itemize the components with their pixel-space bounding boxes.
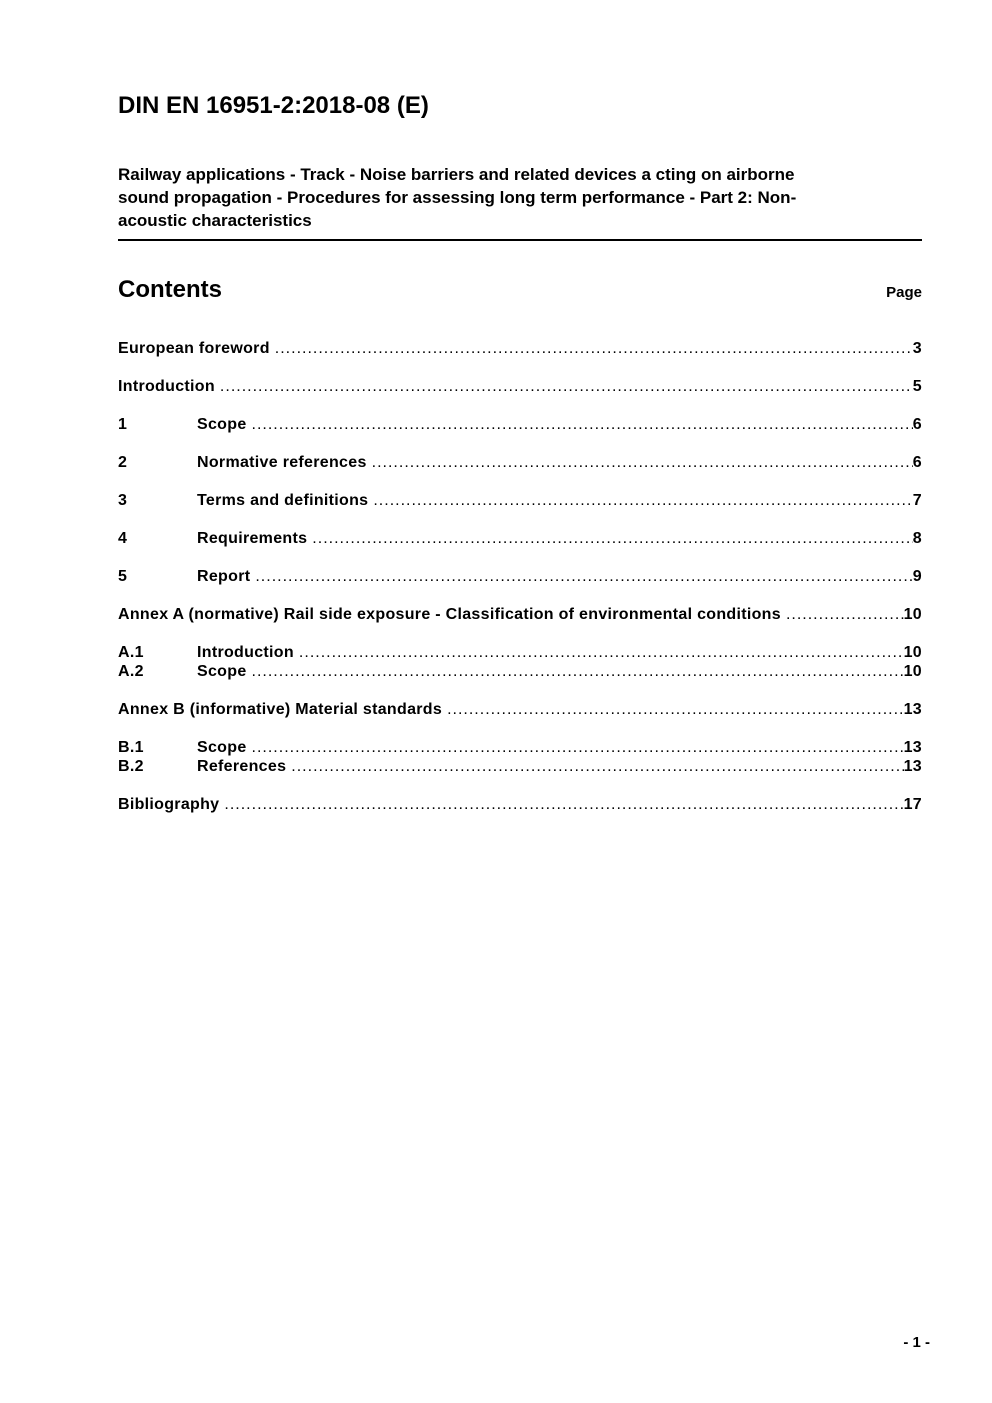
toc-entry-title: Scope — [197, 416, 247, 433]
toc-entry-page: 13 — [903, 739, 922, 756]
leader-dots — [447, 701, 904, 719]
toc-entry-title: Bibliography — [118, 796, 220, 813]
leader-dots — [312, 530, 913, 548]
leader-dots — [372, 454, 913, 472]
leader-dots — [224, 796, 903, 814]
toc-entry-page: 5 — [912, 378, 922, 395]
toc-entry-title: Annex B (informative) Material standards — [118, 701, 443, 718]
toc-entry-title: Scope — [197, 739, 247, 756]
contents-heading: Contents — [118, 276, 222, 303]
leader-dots — [252, 739, 904, 757]
toc-entry-page: 6 — [912, 454, 922, 471]
leader-dots — [299, 644, 904, 662]
toc-entry-title: Introduction — [197, 644, 294, 661]
subtitle-line-3: acoustic characteristics — [118, 211, 312, 230]
toc-entry — [118, 644, 922, 662]
toc-list — [118, 340, 922, 814]
toc-entry — [118, 340, 922, 358]
toc-entry-title: Normative references — [197, 454, 367, 471]
toc-entry — [118, 758, 922, 776]
leader-dots — [373, 492, 912, 510]
toc-entry-number: 2 — [118, 454, 128, 471]
subtitle-line-2: sound propagation - Procedures for assessing long term performance - Part 2: Non- — [118, 188, 797, 207]
toc-entry — [118, 663, 922, 681]
toc-entry-title: Annex A (normative) Rail side exposure - Classification of environmental conditions — [118, 606, 781, 623]
toc-entry-title: Terms and definitions — [197, 492, 369, 509]
toc-entry — [118, 416, 922, 434]
toc-entry-title: Report — [197, 568, 251, 585]
leader-dots — [291, 758, 903, 776]
leader-dots — [252, 663, 904, 681]
toc-entry-page: 7 — [912, 492, 922, 509]
toc-entry-page: 6 — [912, 416, 922, 433]
toc-entry — [118, 739, 922, 757]
toc-entry-title: References — [197, 758, 287, 775]
toc-entry-page: 8 — [912, 530, 922, 547]
toc-entry-title: European foreword — [118, 340, 270, 357]
toc-entry-title: Requirements — [197, 530, 308, 547]
toc-entry-page: 9 — [912, 568, 922, 585]
toc-entry-page: 17 — [903, 796, 922, 813]
toc-entry-page: 10 — [903, 644, 922, 661]
document-subtitle — [118, 163, 922, 241]
toc-entry-page: 3 — [912, 340, 922, 357]
toc-entry-number: 3 — [118, 492, 128, 509]
toc-entry-number: B.1 — [118, 739, 144, 756]
toc-entry — [118, 606, 922, 624]
toc-entry-number: A.1 — [118, 644, 144, 661]
toc-entry-page: 10 — [903, 606, 922, 623]
toc-entry — [118, 701, 922, 719]
subtitle-line-1: Railway applications - Track - Noise barriers and related devices a cting on airborne — [118, 165, 795, 184]
contents-header — [118, 277, 922, 303]
toc-entry — [118, 796, 922, 814]
toc-entry-number: B.2 — [118, 758, 144, 775]
toc-entry-title: Introduction — [118, 378, 215, 395]
toc-entry — [118, 492, 922, 510]
leader-dots — [220, 378, 913, 396]
toc-entry — [118, 378, 922, 396]
leader-dots — [275, 340, 913, 358]
leader-dots — [786, 606, 904, 624]
toc-entry-title: Scope — [197, 663, 247, 680]
toc-entry — [118, 530, 922, 548]
toc-entry-number: A.2 — [118, 663, 144, 680]
toc-entry-page: 13 — [903, 758, 922, 775]
leader-dots — [252, 416, 913, 434]
toc-entry-page: 10 — [903, 663, 922, 680]
footer-page-number: - 1 - — [903, 1334, 930, 1351]
toc-entry — [118, 454, 922, 472]
toc-entry-number: 5 — [118, 568, 128, 585]
toc-entry-number: 4 — [118, 530, 128, 547]
toc-entry-page: 13 — [903, 701, 922, 718]
document-number-title: DIN EN 16951-2:2018-08 (E) — [118, 92, 429, 119]
leader-dots — [255, 568, 912, 586]
toc-entry-number: 1 — [118, 416, 128, 433]
toc-entry — [118, 568, 922, 586]
page-column-label: Page — [886, 284, 922, 301]
